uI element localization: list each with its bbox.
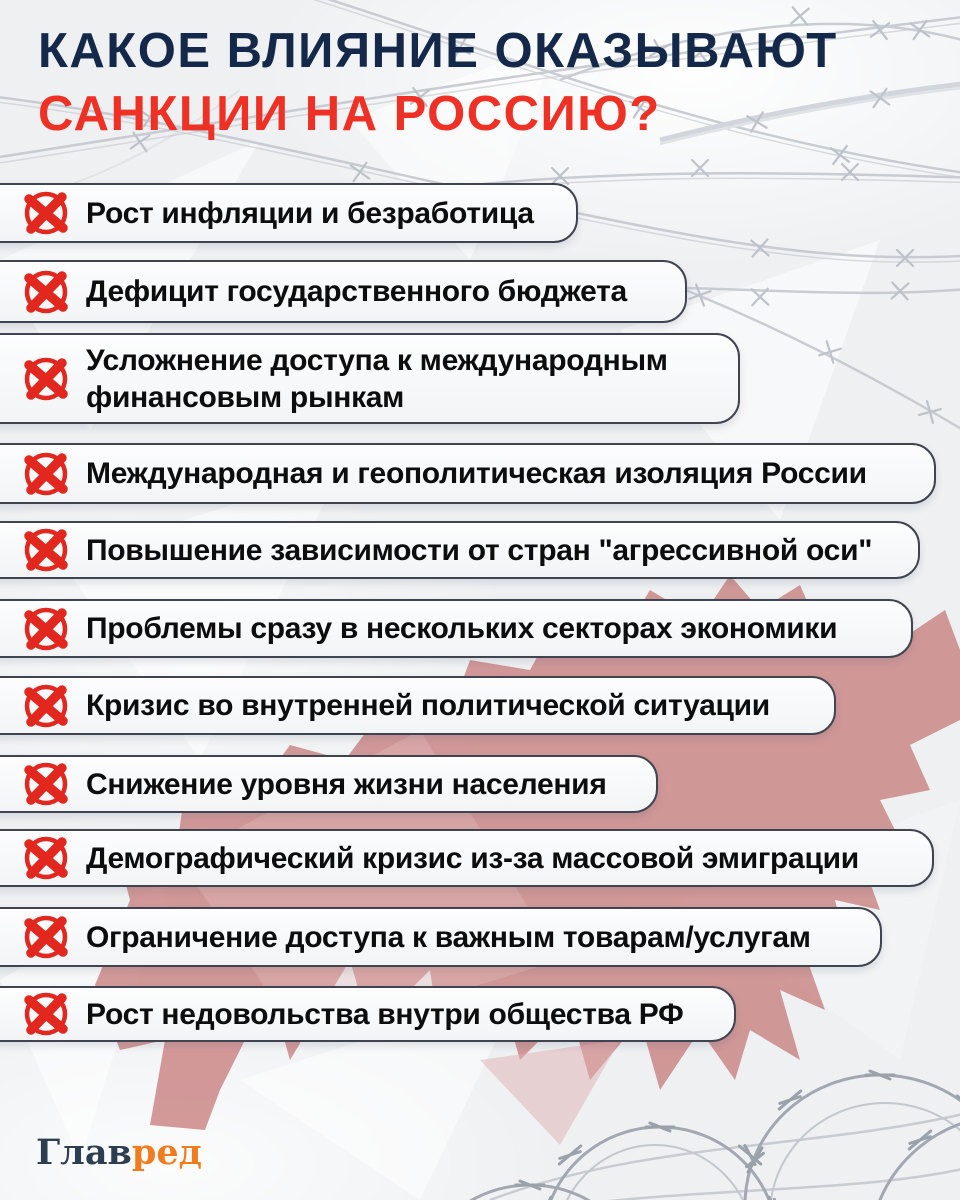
list-item: [0, 755, 658, 813]
list-item-label: Ограничение доступа к важным товарам/услугам: [86, 920, 811, 954]
list-item: [0, 986, 736, 1042]
crossed-circle-icon: [22, 913, 70, 961]
list-item: [0, 829, 934, 887]
list-item-label: Международная и геополитическая изоляция России: [86, 457, 867, 490]
glavred-logo: [36, 1132, 202, 1173]
crossed-circle-icon: [22, 268, 70, 316]
list-item-label: Проблемы сразу в нескольких секторах экономики: [86, 612, 838, 645]
list-item-label: Усложнение доступа к международным финансовым рынкам: [86, 343, 668, 414]
crossed-circle-icon: [22, 990, 70, 1038]
crossed-circle-icon: [22, 526, 70, 574]
list-item: [0, 183, 578, 243]
list-item: [0, 676, 836, 735]
list-item-label: Рост недовольства внутри общества РФ: [86, 997, 684, 1031]
crossed-circle-icon: [22, 189, 70, 237]
crossed-circle-icon: [22, 760, 70, 808]
list-item-label: Повышение зависимости от стран "агрессивной оси": [86, 533, 873, 567]
page-title-line1: КАКОЕ ВЛИЯНИЕ ОКАЗЫВАЮТ: [38, 24, 838, 78]
crossed-circle-icon: [22, 682, 70, 730]
list-item: [0, 333, 740, 424]
crossed-circle-icon: [22, 355, 70, 403]
list-item-label: Демографический кризис из-за массовой эмиграции: [86, 841, 859, 875]
page-title-line2: САНКЦИИ НА РОССИЮ?: [38, 87, 661, 141]
list-item-label: Кризис во внутренней политической ситуации: [86, 689, 770, 722]
page-title: [38, 20, 838, 146]
list-item-label: Снижение уровня жизни населения: [86, 767, 607, 801]
list-item: [0, 521, 920, 579]
list-item: [0, 907, 882, 967]
crossed-circle-icon: [22, 605, 70, 653]
glavred-logo-part2: ред: [131, 1132, 202, 1173]
glavred-logo-part1: Глав: [36, 1132, 132, 1173]
list-item: [0, 443, 936, 504]
list-item-label: Рост инфляции и безработица: [86, 196, 534, 230]
list-item-label: Дефицит государственного бюджета: [86, 275, 627, 308]
crossed-circle-icon: [22, 450, 70, 498]
list-item: [0, 599, 913, 658]
crossed-circle-icon: [22, 834, 70, 882]
list-item: [0, 260, 687, 323]
